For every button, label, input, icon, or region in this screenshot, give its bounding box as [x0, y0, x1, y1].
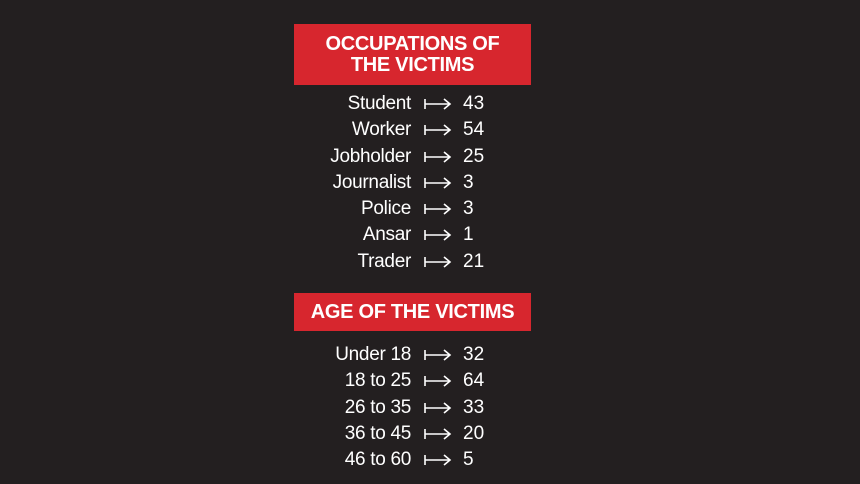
age-count: 32 — [463, 344, 485, 365]
maps-to-arrow-icon — [424, 123, 452, 137]
age-list — [0, 342, 860, 473]
age-range-label: 26 to 35 — [344, 396, 411, 418]
list-item — [0, 91, 860, 117]
occupations-title-line1: OCCUPATIONS OF — [325, 33, 500, 55]
maps-to-arrow-icon — [424, 348, 452, 362]
occupation-count: 3 — [463, 198, 474, 220]
maps-to-arrow-icon — [424, 228, 452, 242]
occupations-list — [0, 91, 860, 275]
age-title: AGE OF THE VICTIMS — [310, 301, 515, 323]
occupation-label: Ansar — [362, 224, 411, 246]
list-item — [0, 196, 860, 222]
maps-to-arrow-icon — [424, 401, 452, 415]
maps-to-arrow-icon — [424, 427, 452, 441]
maps-to-arrow-icon — [424, 150, 452, 164]
list-item — [0, 368, 860, 394]
list-item — [0, 170, 860, 196]
occupation-label: Journalist — [332, 171, 411, 193]
occupation-count: 43 — [463, 93, 485, 114]
occupation-label: Worker — [351, 119, 411, 141]
occupation-label: Trader — [357, 250, 411, 272]
occupation-label: Student — [347, 93, 411, 114]
maps-to-arrow-icon — [424, 374, 452, 388]
list-item — [0, 117, 860, 143]
age-count: 20 — [463, 422, 485, 444]
list-item — [0, 222, 860, 248]
occupation-label: Police — [361, 198, 411, 220]
age-count: 33 — [463, 396, 485, 418]
occupation-count: 1 — [463, 224, 474, 246]
maps-to-arrow-icon — [424, 453, 452, 467]
age-range-label: 36 to 45 — [344, 422, 411, 444]
occupations-title-line2: THE VICTIMS — [350, 54, 475, 76]
maps-to-arrow-icon — [424, 255, 452, 269]
list-item — [0, 342, 860, 368]
list-item — [0, 249, 860, 275]
age-range-label: Under 18 — [335, 344, 411, 365]
maps-to-arrow-icon — [424, 202, 452, 216]
age-count: 64 — [463, 370, 485, 392]
occupations-banner — [294, 24, 531, 85]
list-item — [0, 395, 860, 421]
age-range-label: 18 to 25 — [344, 370, 411, 392]
list-item — [0, 421, 860, 447]
age-range-label: 46 to 60 — [344, 449, 411, 471]
list-item — [0, 144, 860, 170]
occupation-count: 54 — [463, 119, 485, 141]
age-banner — [294, 293, 531, 331]
age-count: 5 — [463, 449, 474, 471]
occupation-count: 25 — [463, 145, 485, 167]
maps-to-arrow-icon — [424, 97, 452, 111]
occupation-count: 21 — [463, 250, 485, 272]
maps-to-arrow-icon — [424, 176, 452, 190]
list-item — [0, 447, 860, 473]
occupation-label: Jobholder — [330, 145, 411, 167]
occupation-count: 3 — [463, 171, 474, 193]
